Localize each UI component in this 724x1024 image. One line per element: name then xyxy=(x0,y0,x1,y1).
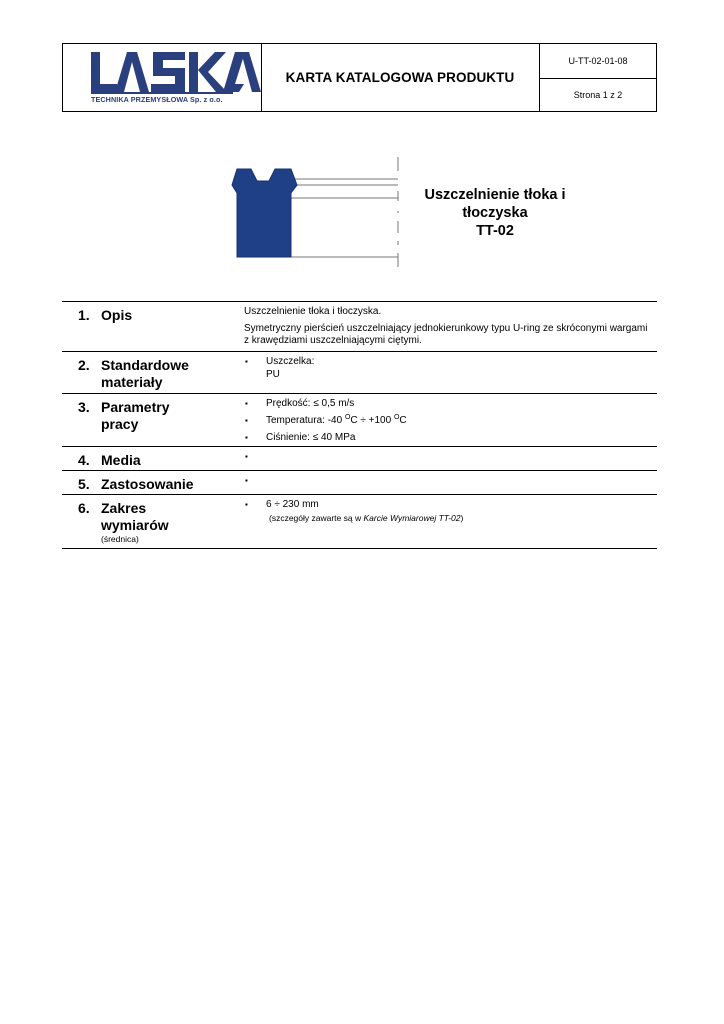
list-item xyxy=(244,398,649,411)
seal-cross-section-drawing xyxy=(225,155,405,270)
section-heading xyxy=(101,500,241,545)
list-item xyxy=(244,356,649,381)
heading-line2: pracy xyxy=(101,416,139,432)
speed-value: Prędkość: ≤ 0,5 m/s xyxy=(266,398,355,409)
section-number: 1. xyxy=(78,307,90,323)
logo-tagline: TECHNIKA PRZEMYSŁOWA Sp. z o.o. xyxy=(91,95,223,104)
document-code: U-TT-02-01-08 xyxy=(540,44,656,79)
document-header xyxy=(62,43,657,112)
material-label: Uszczelka: xyxy=(266,356,315,367)
section-body xyxy=(244,306,649,352)
section-heading: Zastosowanie xyxy=(101,476,194,492)
pressure-value: Ciśnienie: ≤ 40 MPa xyxy=(266,432,356,443)
size-range-value: 6 ÷ 230 mm xyxy=(266,499,319,510)
heading-line1: Zakres xyxy=(101,500,147,516)
section-description xyxy=(62,301,657,351)
bullet-icon: ▪ xyxy=(245,357,248,366)
material-value: PU xyxy=(266,368,280,380)
description-line1: Uszczelnienie tłoka i tłoczyska. xyxy=(244,306,382,317)
note-prefix: (szczegóły zawarte są w xyxy=(269,512,364,523)
section-heading: Opis xyxy=(101,307,133,323)
temp-mid: C ÷ +100 xyxy=(350,414,394,426)
temp-suffix: C xyxy=(399,414,407,426)
degree-symbol: O xyxy=(344,413,351,421)
product-title-line3: TT-02 xyxy=(476,223,514,239)
list-item xyxy=(244,475,649,486)
product-title-line2: tłoczyska xyxy=(462,205,528,221)
section-heading xyxy=(101,399,241,433)
heading-subtitle: (średnica) xyxy=(101,534,139,544)
section-number: 4. xyxy=(78,452,90,468)
bullet-icon: ▪ xyxy=(245,433,248,442)
section-body xyxy=(244,356,649,386)
bullet-icon: ▪ xyxy=(245,399,248,408)
logo-cell xyxy=(63,44,262,111)
section-number: 3. xyxy=(78,399,90,415)
heading-line1: Parametry xyxy=(101,399,170,415)
heading-line2: wymiarów xyxy=(101,517,169,533)
description-line2: Symetryczny pierścień uszczelniający jednokierunkowy typu U-ring ze skróconymi wargami z krawędziami uszczelniającymi ciętymi. xyxy=(244,322,648,346)
section-heading: Media xyxy=(101,452,141,468)
section-heading xyxy=(101,357,241,391)
section-number: 5. xyxy=(78,476,90,492)
list-item xyxy=(244,432,649,445)
bullet-icon: ▪ xyxy=(245,476,248,485)
note-suffix: ) xyxy=(460,512,464,523)
section-number: 6. xyxy=(78,500,90,516)
section-body xyxy=(244,475,649,491)
document-title-cell xyxy=(261,44,540,111)
temperature-value xyxy=(266,415,407,426)
heading-line1: Standardowe xyxy=(101,357,189,373)
section-media xyxy=(62,446,657,470)
heading-line2: materiały xyxy=(101,374,163,390)
list-item xyxy=(244,415,649,428)
section-materials xyxy=(62,351,657,393)
degree-symbol: O xyxy=(393,413,400,421)
temp-prefix: Temperatura: -40 xyxy=(266,414,345,426)
section-body xyxy=(244,398,649,450)
note-reference: Karcie Wymiarowej TT-02 xyxy=(363,512,461,523)
bullet-icon: ▪ xyxy=(245,452,248,461)
section-size-range xyxy=(62,494,657,549)
section-body xyxy=(244,499,649,525)
bullet-icon: ▪ xyxy=(245,500,248,509)
size-range-note xyxy=(266,513,463,523)
list-item xyxy=(244,451,649,462)
section-body xyxy=(244,451,649,467)
bullet-icon: ▪ xyxy=(245,415,248,425)
section-application xyxy=(62,470,657,495)
product-title xyxy=(420,186,570,240)
section-operating-parameters xyxy=(62,393,657,447)
product-title-line1: Uszczelnienie tłoka i xyxy=(424,187,566,203)
section-number: 2. xyxy=(78,357,90,373)
list-item xyxy=(244,499,649,525)
page-number: Strona 1 z 2 xyxy=(573,90,623,100)
document-title: KARTA KATALOGOWA PRODUKTU xyxy=(285,70,515,85)
